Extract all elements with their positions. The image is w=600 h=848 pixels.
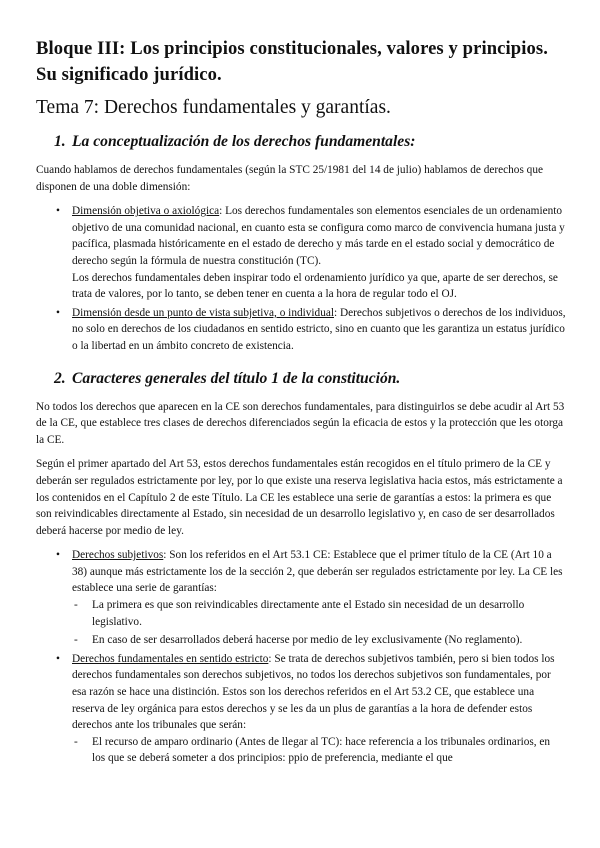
paragraph: No todos los derechos que aparecen en la CE son derechos fundamentales, para distinguirlos se debe acudir al Art 53 de la CE, que establece tres clases de derechos diferenciados según la eficacia de estos y la protección que les otorga la CE.: [36, 400, 565, 446]
dash-list: [72, 734, 566, 767]
bullet-icon: •: [56, 549, 60, 562]
section-heading-text: Caracteres generales del título 1 de la constitución.: [72, 369, 401, 387]
dash-icon: -: [74, 735, 78, 748]
list-item: [56, 651, 566, 767]
paragraph: Según el primer apartado del Art 53, estos derechos fundamentales están recogidos en el título primero de la CE y deberán ser regulados estrictamente por ley, por lo que existe una reserva legislativa hacia estos, más estrictamente a los contenidos en el Capítulo 2 de este Título. La CE les establece una serie de garantías a estos: la primera es que son reivindicables directamente al Estado, sin necesidad de un desarrollo legislativo y, en caso de ser desarrollados deberá hacerse por medio de ley.: [36, 458, 563, 537]
list-item: [56, 305, 566, 355]
block-title: Bloque III: Los principios constitucionales, valores y principios. Su significado jurídico.: [36, 38, 548, 85]
item-text: : Derechos subjetivos o derechos de los individuos, no solo en derechos de los ciudadanos en sentido estricto, sino en cuanto que les garantiza un estatus jurídico o la libertad en un ámbito concreto de existencia.: [72, 306, 566, 352]
section-heading: [54, 369, 566, 389]
section-number: 1.: [54, 133, 66, 150]
bullet-icon: •: [56, 306, 60, 319]
item-extra-text: Los derechos fundamentales deben inspirar todo el ordenamiento jurídico ya que, aparte de ser derechos, se trata de valores, por lo tanto, se deben tener en cuenta a la hora de regular todo el OJ.: [72, 271, 558, 301]
paragraph: Cuando hablamos de derechos fundamentales (según la STC 25/1981 del 14 de julio) hablamos de derechos que disponen de una doble dimensión:: [36, 164, 543, 193]
item-text: : Son los referidos en el Art 53.1 CE: Establece que el primer título de la CE (Art 10 a 38) aunque más estrictamente los de la sección 2, que deberán ser regulados estrictamente por ley. La CE les establece una serie de garantías:: [72, 549, 563, 595]
dash-item: [74, 632, 566, 649]
item-text: : Los derechos fundamentales son elementos esenciales de un ordenamiento objetivo de una comunidad nacional, en cuanto esta se configura como marco de convivencia humana justa y pacífica, plasmada históricamente en el estado de derecho y más tarde en el estado social y democrático de derecho según la fórmula de nuestra constitución (TC).: [72, 205, 565, 267]
section-heading: [54, 132, 566, 152]
dash-item-text: La primera es que son reivindicables directamente ante el Estado sin necesidad de un desarrollo legislativo.: [92, 599, 525, 628]
section-1: [36, 132, 566, 355]
dash-item: [74, 734, 566, 767]
item-text: : Se trata de derechos subjetivos también, pero si bien todos los derechos fundamentales son derechos subjetivos, no todos los derechos subjetivos son fundamentales, por esa razón se hace una distinción. Estos son los derechos referidos en el Art 53.2 CE, que establece una reserva de ley orgánica para estos derechos y se les da un plus de garantías a la hora de defender estos derechos ante los tribunales que serán:: [72, 652, 555, 732]
term-label: Dimensión objetiva o axiológica: [72, 205, 220, 218]
dash-icon: -: [74, 634, 78, 647]
document-page: [36, 36, 566, 775]
term-label: Derechos fundamentales en sentido estricto: [72, 652, 269, 665]
list-item: [56, 547, 566, 649]
bullet-list: [36, 547, 566, 767]
bullet-list: [36, 203, 566, 354]
dash-item-text: El recurso de amparo ordinario (Antes de llegar al TC): hace referencia a los tribunales ordinarios, en los que se deberá someter a dos principios: ppio de preferencia, mediante el que: [92, 735, 551, 765]
dash-list: [72, 597, 566, 649]
term-label: Dimensión desde un punto de vista subjetiva, o individual: [72, 306, 334, 319]
section-number: 2.: [54, 369, 66, 387]
section-heading-text: La conceptualización de los derechos fundamentales:: [72, 133, 416, 150]
bullet-icon: •: [56, 652, 60, 665]
dash-item-text: En caso de ser desarrollados deberá hacerse por medio de ley exclusivamente (No reglamento).: [92, 634, 523, 647]
section-2: [36, 369, 566, 767]
term-label: Derechos subjetivos: [72, 549, 164, 562]
tema-title: Tema 7: Derechos fundamentales y garantías.: [36, 97, 391, 118]
dash-item: [74, 597, 566, 630]
bullet-icon: •: [56, 205, 60, 218]
dash-icon: -: [74, 599, 78, 612]
list-item: [56, 203, 566, 303]
